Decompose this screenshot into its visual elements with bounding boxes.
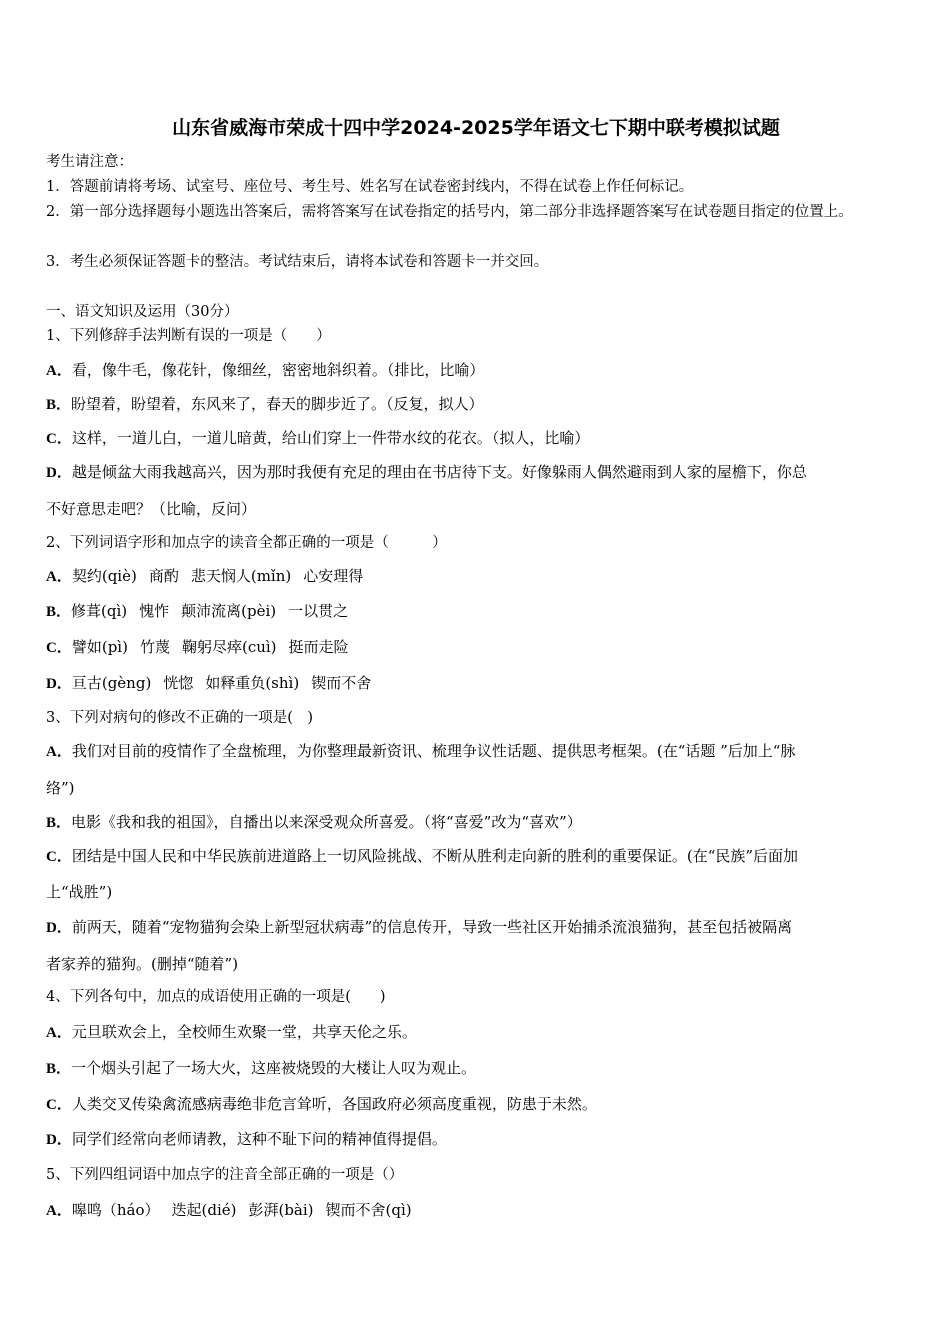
q2-option-a: A．契约(qiè) 商酌 悲天悯人(mǐn) 心安理得: [46, 567, 364, 585]
q2-option-b: B．修葺(qì) 愧怍 颠沛流离(pèi) 一以贯之: [46, 602, 349, 620]
q4-option-a: A．元旦联欢会上，全校师生欢聚一堂，共享天伦之乐。: [46, 1023, 417, 1041]
section-heading: 一、语文知识及运用（30分）: [46, 304, 239, 320]
q3-option-d-cont: 者家养的猫狗。(删掉“随着”): [46, 955, 239, 973]
q2-option-d: D．亘古(gèng) 恍惚 如释重负(shì) 锲而不舍: [46, 674, 372, 692]
q3-option-b: B．电影《我和我的祖国》，自播出以来深受观众所喜爱。（将“喜爱”改为“喜欢”）: [46, 813, 582, 831]
q1-option-d-cont: 不好意思走吧？（比喻，反问）: [46, 500, 257, 518]
question-5-stem: 5、下列四组词语中加点字的注音全部正确的一项是（）: [46, 1167, 404, 1183]
notice-item-1: 1．答题前请将考场、试室号、座位号、考生号、姓名写在试卷密封线内，不得在试卷上作任何标记。: [46, 179, 694, 195]
q3-option-d: D．前两天，随着“宠物猫狗会染上新型冠状病毒”的信息传开，导致一些社区开始捕杀流浪猫狗，甚至包括被隔离: [46, 918, 793, 936]
question-2-stem: 2、下列词语字形和加点字的读音全都正确的一项是（ ）: [46, 535, 447, 551]
q1-option-a: A．看，像牛毛，像花针，像细丝，密密地斜织着。（排比，比喻）: [46, 361, 485, 379]
q4-option-d: D．同学们经常向老师请教，这种不耻下问的精神值得提倡。: [46, 1130, 447, 1148]
q3-option-c-cont: 上“战胜”): [46, 883, 113, 901]
q5-option-a: A．嗥鸣（háo） 迭起(dié) 彭湃(bài) 锲而不舍(qì): [46, 1201, 412, 1219]
notice-item-2: 2．第一部分选择题每小题选出答案后，需将答案写在试卷指定的括号内，第二部分非选择题答案写在试卷题目指定的位置上。: [46, 204, 853, 220]
q1-option-c: C．这样，一道儿白，一道儿暗黄，给山们穿上一件带水纹的花衣。（拟人，比喻）: [46, 429, 590, 447]
q2-option-c: C．譬如(pì) 竹蔑 鞠躬尽瘁(cuì) 挺而走险: [46, 638, 349, 656]
q4-option-b: B．一个烟头引起了一场大火，这座被烧毁的大楼让人叹为观止。: [46, 1059, 477, 1077]
q4-option-c: C．人类交叉传染禽流感病毒绝非危言耸听，各国政府必须高度重视，防患于未然。: [46, 1095, 597, 1113]
q3-option-a: A．我们对目前的疫情作了全盘梳理，为你整理最新资讯、梳理争议性话题、提供思考框架。(在“话题 ”后加上“脉: [46, 742, 796, 760]
q3-option-a-cont: 络”): [46, 779, 75, 797]
q1-option-b: B．盼望着，盼望着，东风来了，春天的脚步近了。（反复，拟人）: [46, 395, 484, 413]
notice-item-3: 3．考生必须保证答题卡的整洁。考试结束后，请将本试卷和答题卡一并交回。: [46, 254, 549, 270]
q1-option-d: D．越是倾盆大雨我越高兴，因为那时我便有充足的理由在书店待下支。好像躲雨人偶然避雨到人家的屋檐下，你总: [46, 463, 807, 481]
question-4-stem: 4、下列各句中，加点的成语使用正确的一项是( ): [46, 989, 386, 1005]
page-title: 山东省威海市荣成十四中学2024-2025学年语文七下期中联考模拟试题: [172, 117, 780, 139]
question-1-stem: 1、下列修辞手法判断有误的一项是（ ）: [46, 328, 331, 344]
question-3-stem: 3、下列对病句的修改不正确的一项是( ): [46, 710, 314, 726]
notice-heading: 考生请注意：: [46, 154, 133, 170]
q3-option-c: C．团结是中国人民和中华民族前进道路上一切风险挑战、不断从胜利走向新的胜利的重要保证。(在“民族”后面加: [46, 847, 799, 865]
